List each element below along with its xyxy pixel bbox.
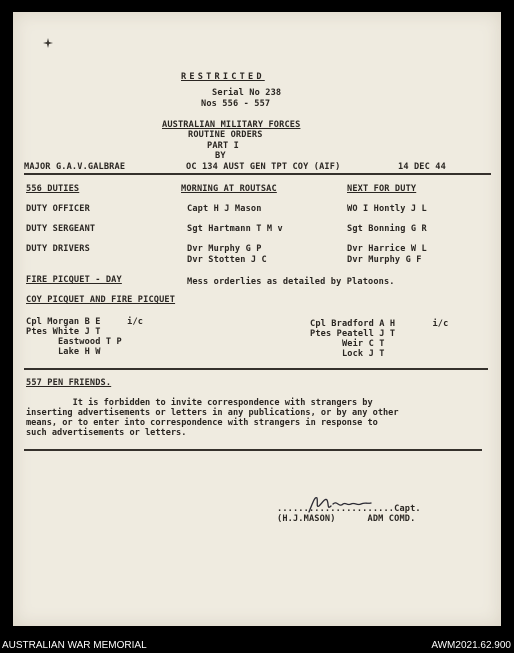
duty-morning: Dvr Murphy G P [187,244,262,254]
duty-role: DUTY OFFICER [26,204,90,214]
coy-picquet-heading: COY PICQUET AND FIRE PICQUET [26,295,176,305]
picquet-member: Lake H W [26,347,101,357]
orders-title: ROUTINE ORDERS [188,130,263,140]
column-morning-header: MORNING AT ROUTSAC [181,184,277,194]
serial-number: Serial No 238 [212,88,282,98]
body-line: such advertisements or letters. [26,428,187,438]
duty-morning: Dvr Stotten J C [187,255,267,265]
body-line: means, or to enter into correspondence with strangers in response to [26,418,378,428]
section-end-divider [24,449,482,451]
part-label: PART I [207,141,239,151]
duty-morning: Capt H J Mason [187,204,262,214]
column-next-header: NEXT FOR DUTY [347,184,417,194]
document-page [13,12,501,626]
duty-role: DUTY SERGEANT [26,224,96,234]
section-556-heading: 556 DUTIES [26,184,80,194]
by-label: BY [215,151,226,161]
duty-next: Dvr Harrice W L [347,244,427,254]
fire-picquet-text: Mess orderlies as detailed by Platoons. [187,277,395,287]
classification-heading: RESTRICTED [181,72,265,82]
duty-morning: Sgt Hartmann T M v [187,224,283,234]
picquet-member: Cpl Bradford A H i/c [310,319,449,329]
authority-name: MAJOR G.A.V.GALBRAE [24,162,126,172]
picquet-member: Ptes White J T [26,327,101,337]
punch-mark-icon [43,38,53,48]
duty-next: WO I Hontly J L [347,204,427,214]
authority-unit: OC 134 AUST GEN TPT COY (AIF) [186,162,341,172]
picquet-member: Weir C T [310,339,385,349]
picquet-member: Cpl Morgan B E i/c [26,317,144,327]
duty-role: DUTY DRIVERS [26,244,90,254]
duty-next: Sgt Bonning G R [347,224,427,234]
picquet-member: Lock J T [310,349,385,359]
fire-picquet-label: FIRE PICQUET - DAY [26,275,122,285]
signature-line: ......................Capt. [277,504,421,514]
picquet-member: Eastwood T P [26,337,122,347]
footer-credit: AUSTRALIAN WAR MEMORIAL [2,640,147,651]
body-line: inserting advertisements or letters in any publications, or by any other [26,408,399,418]
section-divider [24,368,488,370]
header-divider [24,173,491,175]
footer-accession: AWM2021.62.900 [431,640,511,651]
body-line: It is forbidden to invite correspondence with strangers by [26,398,373,408]
section-557-heading: 557 PEN FRIENDS. [26,378,112,388]
order-date: 14 DEC 44 [398,162,446,172]
signatory-name: (H.J.MASON) ADM COMD. [277,514,416,524]
picquet-member: Ptes Peatell J T [310,329,396,339]
order-numbers: Nos 556 - 557 [201,99,271,109]
force-title: AUSTRALIAN MILITARY FORCES [162,120,301,130]
duty-next: Dvr Murphy G F [347,255,422,265]
